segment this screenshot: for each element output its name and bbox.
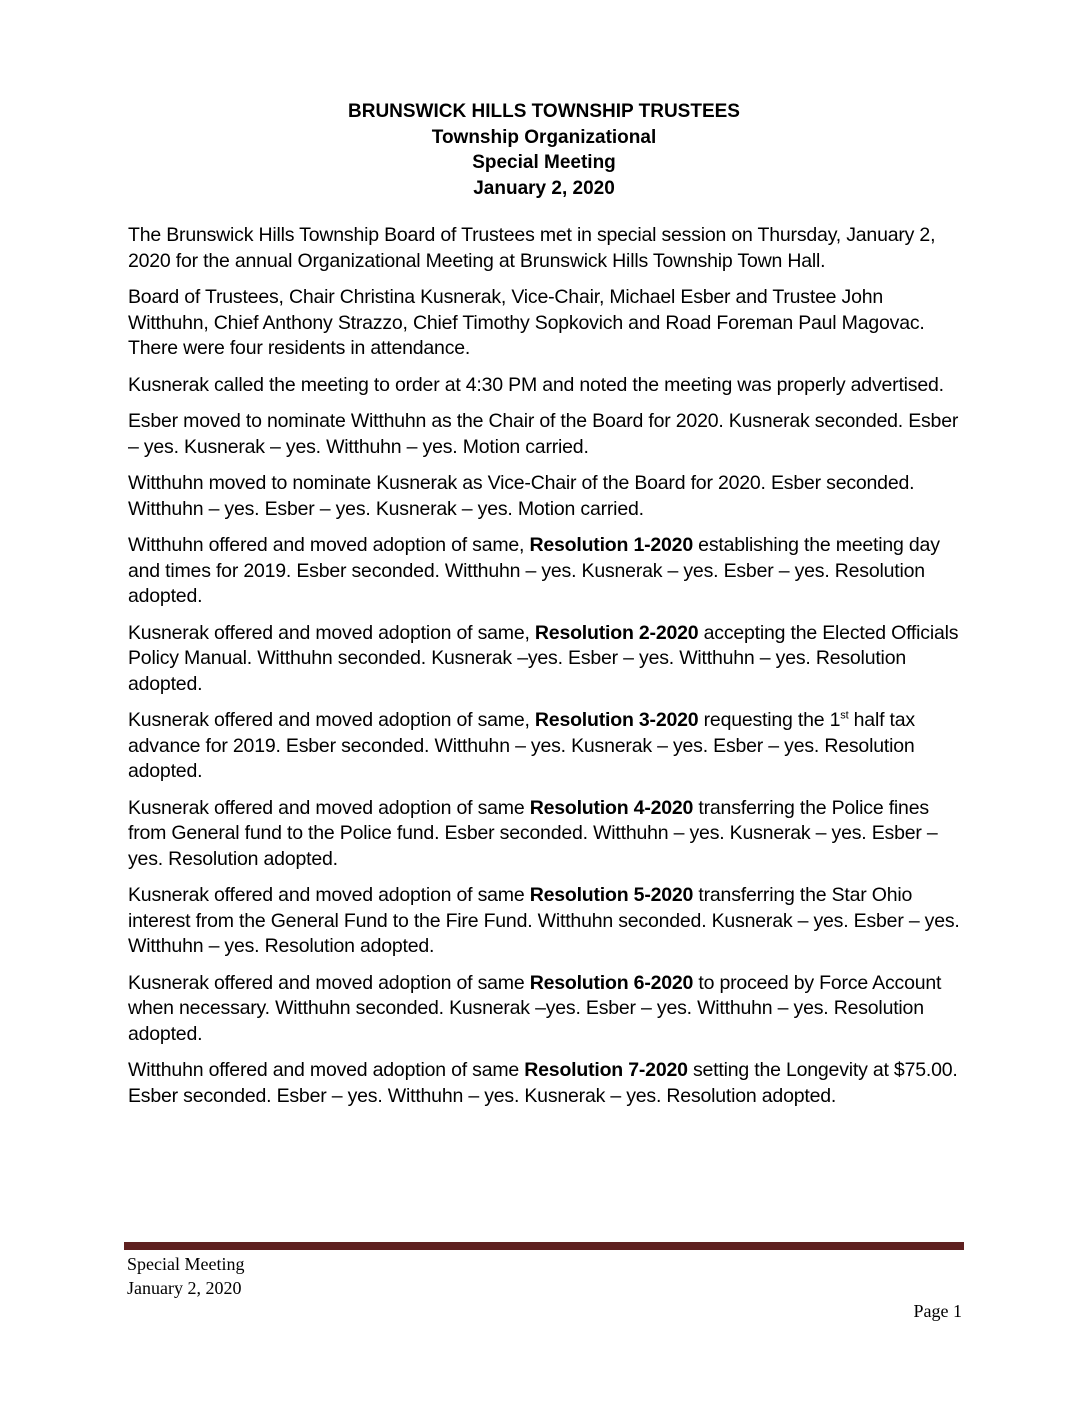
paragraph-call-to-order: Kusnerak called the meeting to order at 4:30 PM and noted the meeting was properly advertised. [128, 373, 944, 396]
document-header [0, 99, 1088, 201]
resolution-text: accepting the Elected Officials Policy Manual. Witthuhn seconded. Kusnerak –yes. Esber – yes. Witthuhn – yes. Resolution adopted. [128, 621, 959, 695]
resolution-label: Resolution 6-2020 [529, 971, 694, 994]
footer-rule [124, 1242, 964, 1250]
footer-info [127, 1252, 244, 1300]
header-org: BRUNSWICK HILLS TOWNSHIP TRUSTEES [348, 101, 740, 122]
minutes-body [128, 223, 968, 1120]
header-date: January 2, 2020 [473, 177, 615, 199]
resolution-text: half tax advance for 2019. Esber seconded. Witthuhn – yes. Kusnerak – yes. Esber – yes. Resolution adopted. [128, 709, 915, 782]
header-meeting-type: Special Meeting [472, 152, 616, 173]
resolution-paragraph [128, 708, 968, 785]
page-number: Page 1 [913, 1301, 962, 1321]
resolution-paragraph [128, 971, 968, 1048]
resolution-text: transferring the Police fines from General fund to the Police fund. Esber seconded. Witthuhn – yes. Kusnerak – yes. Esber – yes. Resolution adopted. [128, 796, 938, 870]
resolution-label: Resolution 2-2020 [534, 621, 699, 644]
resolution-text: setting the Longevity at $75.00. Esber seconded. Esber – yes. Witthuhn – yes. Kusnerak – yes. Resolution adopted. [128, 1059, 958, 1107]
resolution-text: Kusnerak offered and moved adoption of same, [128, 621, 535, 644]
resolution-paragraph [128, 796, 968, 873]
paragraph-intro: The Brunswick Hills Township Board of Trustees met in special session on Thursday, January 2, 2020 for the annual Organizational Meeting at Brunswick Hills Township Town Hall. [128, 224, 936, 272]
resolution-paragraph [128, 883, 968, 960]
resolution-label: Resolution 4-2020 [529, 796, 694, 819]
resolution-text: transferring the Star Ohio interest from the General Fund to the Fire Fund. Witthuhn seconded. Kusnerak – yes. Esber – yes. Witthuhn – yes. Resolution adopted. [128, 884, 960, 957]
resolution-text: Witthuhn offered and moved adoption of same, [128, 534, 530, 556]
resolution-text: Witthuhn offered and moved adoption of same [128, 1059, 525, 1081]
paragraph-vice-chair-nomination: Witthuhn moved to nominate Kusnerak as Vice-Chair of the Board for 2020. Esber seconded. Witthuhn – yes. Esber – yes. Kusnerak – yes. Motion carried. [128, 472, 915, 520]
header-subtitle: Township Organizational [431, 126, 657, 148]
resolution-label: Resolution 1-2020 [529, 534, 693, 556]
resolution-label: Resolution 7-2020 [524, 1059, 688, 1081]
resolution-text: to proceed by Force Account when necessary. Witthuhn seconded. Kusnerak –yes. Esber – yes. Witthuhn – yes. Resolution adopted. [128, 971, 942, 1045]
resolution-text: requesting the 1 [698, 709, 841, 731]
resolution-text: Kusnerak offered and moved adoption of same [128, 971, 530, 994]
footer-date: January 2, 2020 [127, 1278, 242, 1298]
footer-meeting-type: Special Meeting [127, 1254, 245, 1274]
resolution-text: Kusnerak offered and moved adoption of same [128, 796, 530, 819]
paragraph-attendance: Board of Trustees, Chair Christina Kusnerak, Vice-Chair, Michael Esber and Trustee John Witthuhn, Chief Anthony Strazzo, Chief Timothy Sopkovich and Road Foreman Paul Magovac. There were four residents in attendance. [128, 286, 925, 359]
resolution-text: Kusnerak offered and moved adoption of same, [128, 709, 535, 731]
resolution-paragraph [128, 533, 968, 610]
resolution-text: establishing the meeting day and times for 2019. Esber seconded. Witthuhn – yes. Kusnerak – yes. Esber – yes. Resolution adopted. [128, 534, 940, 607]
resolution-text: Kusnerak offered and moved adoption of same [128, 884, 530, 906]
resolution-paragraph [128, 621, 968, 698]
paragraph-chair-nomination: Esber moved to nominate Witthuhn as the Chair of the Board for 2020. Kusnerak seconded. Esber – yes. Kusnerak – yes. Witthuhn – yes. Motion carried. [128, 410, 959, 458]
resolution-paragraph [128, 1058, 968, 1109]
ordinal-suffix: st [840, 709, 849, 722]
resolution-label: Resolution 3-2020 [534, 709, 699, 731]
resolution-label: Resolution 5-2020 [529, 884, 694, 906]
